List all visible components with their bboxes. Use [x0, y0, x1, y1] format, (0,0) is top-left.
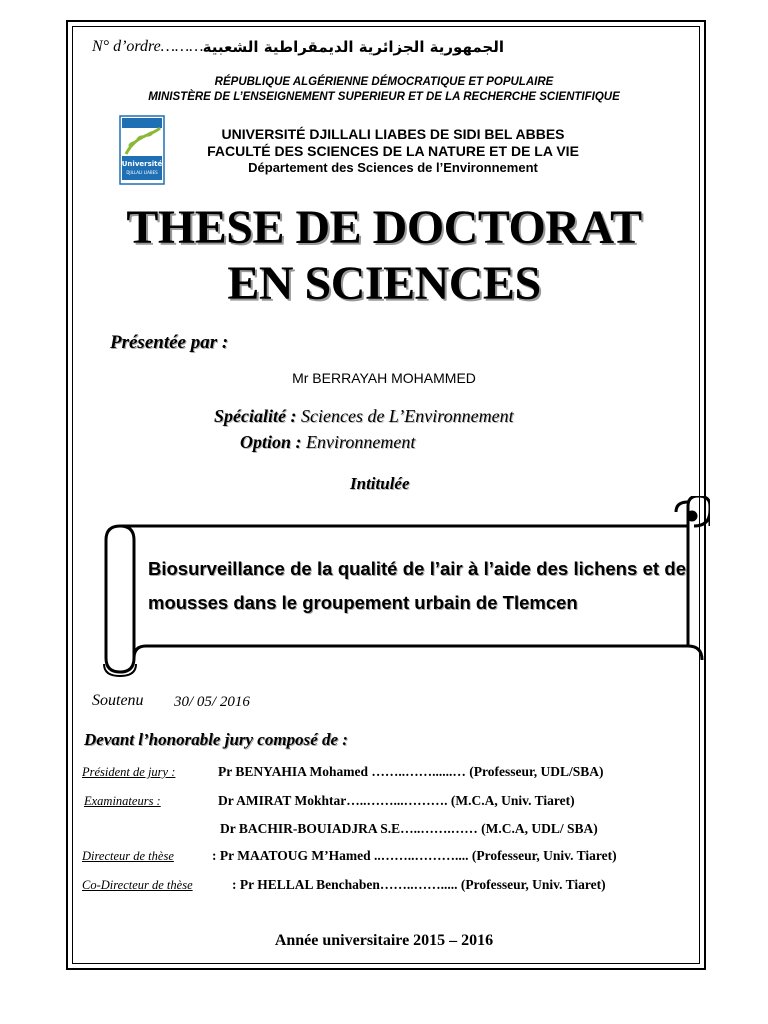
speciality-value: Sciences de L’Environnement [300, 406, 514, 426]
faculty-name: FACULTÉ DES SCIENCES DE LA NATURE ET DE LA VIE [207, 143, 579, 159]
thesis-title: Biosurveillance de la qualité de l’air à l’aide des lichens et de mousses dans le groupement urbain de Tlemcen [148, 558, 686, 613]
jury-row-director [82, 848, 174, 864]
ministry-name: MINISTÈRE DE L’ENSEIGNEMENT SUPERIEUR ET DE LA RECHERCHE SCIENTIFIQUE [148, 91, 620, 103]
university-logo [118, 114, 166, 186]
logo-text: Université [121, 160, 163, 168]
university-name: UNIVERSITÉ DJILLALI LIABES DE SIDI BEL ABBES [221, 126, 565, 142]
presented-by-label: Présentée par : [110, 332, 229, 353]
jury-member: : Pr MAATOUG M’Hamed ..……..……….... (Professeur, Univ. Tiaret) [212, 848, 617, 863]
logo-subtext: DJILLALI LIABES [126, 170, 158, 175]
speciality-label: Spécialité : [214, 406, 297, 426]
thesis-type-line2: EN SCIENCES [227, 257, 541, 310]
option-value: Environnement [306, 432, 416, 452]
defense-date: 30/ 05/ 2016 [174, 694, 250, 710]
jury-member: Dr BACHIR-BOUIADJRA S.E…..…….…… (M.C.A, UDL/ SBA) [220, 821, 598, 836]
jury-member: Pr BENYAHIA Mohamed ……..……......… (Professeur, UDL/SBA) [218, 764, 604, 779]
option-line [240, 432, 415, 453]
republic-name: RÉPUBLIQUE ALGÉRIENNE DÉMOCRATIQUE ET POPULAIRE [214, 76, 554, 88]
order-number: N° d’ordre………. [92, 38, 208, 55]
jury-role: Examinateurs : [84, 794, 161, 808]
jury-heading: Devant l’honorable jury composé de : [84, 730, 348, 749]
jury-row-examiners [84, 793, 161, 809]
speciality-line [214, 406, 514, 427]
academic-year: Année universitaire 2015 – 2016 [274, 932, 494, 949]
jury-role: Directeur de thèse [82, 849, 174, 863]
jury-member: Dr AMIRAT Mokhtar…..……...………. (M.C.A, Univ. Tiaret) [218, 793, 575, 808]
thesis-type-line1: THESE DE DOCTORAT [126, 201, 642, 254]
intitulee-label: Intitulée [350, 474, 410, 493]
author-name: Mr BERRAYAH MOHAMMED [292, 370, 476, 386]
arabic-republic-name: الجمهورية الجزائرية الديمقراطية الشعبية [202, 38, 504, 56]
defense-label: Soutenu [92, 692, 144, 709]
department-name: Département des Sciences de l’Environnement [248, 160, 538, 175]
jury-role: Président de jury : [82, 765, 176, 779]
option-label: Option : [240, 432, 302, 452]
jury-row-co-director [82, 877, 193, 893]
jury-member: : Pr HELLAL Benchaben……..……..... (Professeur, Univ. Tiaret) [232, 877, 606, 892]
jury-row-president [82, 764, 175, 780]
jury-role: Co-Directeur de thèse [82, 878, 193, 892]
